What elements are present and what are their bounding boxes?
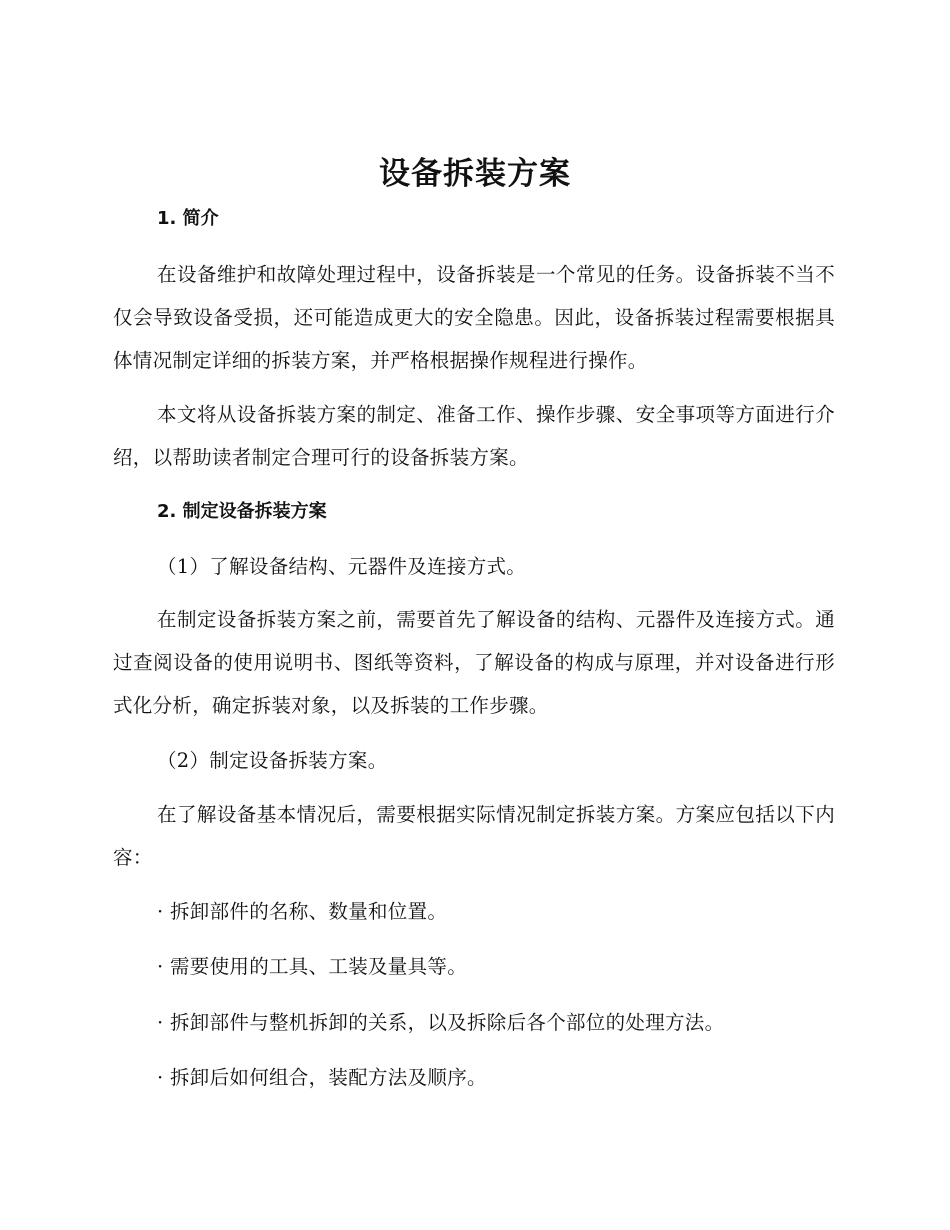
section-heading-intro: 1. 简介 — [157, 208, 219, 229]
list-item: · 拆卸部件的名称、数量和位置。 — [157, 900, 448, 923]
list-item: · 拆卸后如何组合，装配方法及顺序。 — [157, 1066, 487, 1089]
list-item: · 需要使用的工具、工装及量具等。 — [157, 955, 467, 978]
list-item: · 拆卸部件与整机拆卸的关系，以及拆除后各个部位的处理方法。 — [157, 1011, 725, 1034]
step-2-paragraph: 在了解设备基本情况后，需要根据实际情况制定拆装方案。方案应包括以下内容： — [113, 803, 835, 869]
step-1-paragraph: 在制定设备拆装方案之前，需要首先了解设备的结构、元器件及连接方式。通过查阅设备的使用说明书、图纸等资料，了解设备的构成与原理，并对设备进行形式化分析，确定拆装对象，以及拆装的工作步骤。 — [113, 608, 835, 717]
step-1-label: （1）了解设备结构、元器件及连接方式。 — [157, 555, 527, 578]
intro-paragraph-2: 本文将从设备拆装方案的制定、准备工作、操作步骤、安全事项等方面进行介绍，以帮助读者制定合理可行的设备拆装方案。 — [113, 403, 835, 469]
step-2-label: （2）制定设备拆装方案。 — [157, 749, 388, 772]
section-heading-plan: 2. 制定设备拆装方案 — [157, 501, 327, 522]
intro-paragraph-1: 在设备维护和故障处理过程中，设备拆装是一个常见的任务。设备拆装不当不仅会导致设备受损，还可能造成更大的安全隐患。因此，设备拆装过程需要根据具体情况制定详细的拆装方案，并严格根据操作规程进行操作。 — [113, 263, 835, 372]
document-title: 设备拆装方案 — [379, 156, 571, 192]
